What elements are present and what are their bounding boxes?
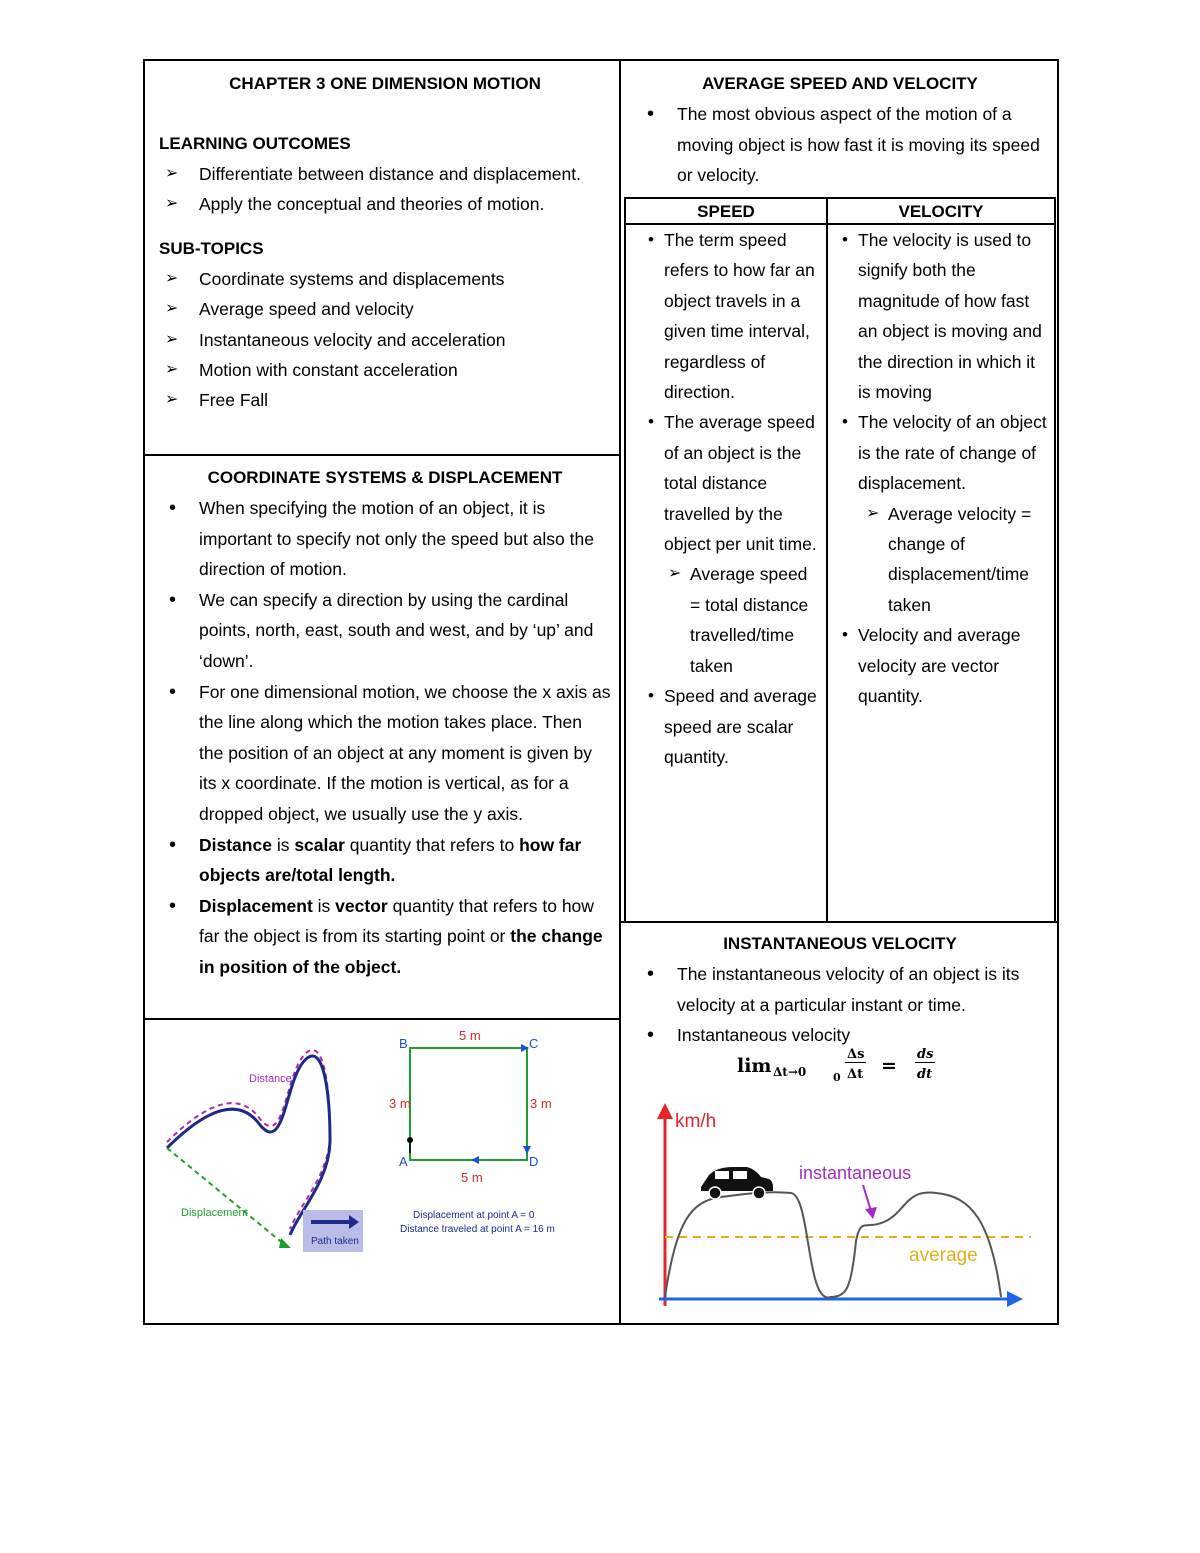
corner-label-c: C: [529, 1036, 539, 1051]
velocity-bullet: • The velocity of an object is the rate of change of displacement.: [842, 407, 1048, 498]
velocity-list-2: [838, 620, 1048, 711]
formula-lim: lim: [737, 1055, 772, 1077]
velocity-sublist: [866, 499, 1048, 621]
bold-term: vector: [335, 895, 388, 916]
formula-subscript: Δt→0: [773, 1065, 807, 1079]
formula-numerator-2: ds: [917, 1047, 934, 1062]
corner-label-a: A: [399, 1154, 408, 1169]
speed-column: [648, 225, 818, 772]
bold-term: how far objects are/total length.: [199, 834, 582, 886]
speed-header: SPEED: [626, 199, 826, 225]
displacement-line: [167, 1148, 285, 1245]
coordinate-list: [159, 493, 611, 983]
subtopic-item: ➢ Free Fall: [159, 385, 611, 415]
formula-denominator-2: dt: [917, 1067, 933, 1082]
displacement-label: Displacement: [181, 1207, 248, 1219]
square-arrow-bottom: [471, 1156, 479, 1164]
instantaneous-label: instantaneous: [799, 1163, 912, 1183]
path-taken-label: Path taken: [311, 1236, 359, 1247]
average-velocity-formula: ➢ Average velocity = change of displacement/time taken: [866, 499, 1048, 621]
learning-outcome-item: ➢ Differentiate between distance and displacement.: [159, 159, 611, 189]
speed-sublist: [668, 559, 818, 681]
speed-list: [648, 225, 818, 559]
coordinate-bullet: • For one dimensional motion, we choose the x axis as the line along which the motion takes place. Then the position of an object at any moment is given by its x coordinate. If the motion is vertical, as for a dropped object, we usually use the y axis.: [159, 677, 611, 830]
table-column-divider: [826, 199, 828, 921]
square-arrow-right: [523, 1146, 531, 1154]
average-speed-velocity-section: [621, 69, 1059, 921]
velocity-header: VELOCITY: [828, 199, 1054, 225]
side-label-right: 3 m: [530, 1096, 552, 1111]
coordinate-bullet: • When specifying the motion of an object, it is important to specify not only the speed but also the direction of motion.: [159, 493, 611, 585]
chapter-title: CHAPTER 3 ONE DIMENSION MOTION: [229, 74, 541, 93]
text-run: is: [271, 834, 295, 855]
square-path: [410, 1048, 527, 1160]
speed-list-2: [648, 681, 818, 772]
average-title: AVERAGE SPEED AND VELOCITY: [702, 74, 978, 93]
speed-velocity-table: [624, 197, 1056, 923]
formula-zero: 0: [833, 1071, 841, 1084]
side-label-top: 5 m: [459, 1028, 481, 1043]
coordinate-section: [159, 463, 611, 983]
velocity-bullet: • Velocity and average velocity are vector quantity.: [842, 620, 1048, 711]
velocity-bullet: • The velocity is used to signify both the magnitude of how fast an object is moving and the direction in which it is moving: [842, 225, 1048, 407]
walker-figure: [407, 1137, 413, 1143]
corner-label-b: B: [399, 1036, 408, 1051]
bold-term: Displacement: [199, 895, 313, 916]
average-intro: • The most obvious aspect of the motion of a moving object is how fast it is moving its speed or velocity.: [637, 99, 1059, 191]
coordinate-bullet: [159, 891, 611, 983]
velocity-list: [838, 225, 1048, 499]
displacement-arrowhead: [279, 1238, 291, 1248]
learning-outcomes-section: [159, 69, 611, 416]
average-intro-list: [637, 99, 1059, 191]
subtopics-heading: SUB-TOPICS: [159, 238, 264, 258]
learning-outcome-item: ➢ Apply the conceptual and theories of motion.: [159, 189, 611, 219]
speed-bullet: • The average speed of an object is the total distance travelled by the object per unit time.: [648, 407, 818, 559]
instantaneous-pointer: [863, 1185, 871, 1211]
subtopic-item: ➢ Instantaneous velocity and acceleration: [159, 325, 611, 355]
average-label: average: [909, 1245, 978, 1266]
text-run: quantity that refers to: [344, 834, 520, 855]
y-axis-arrowhead: [657, 1103, 673, 1119]
figure-svg: [145, 1020, 619, 1325]
text-run: is: [312, 895, 336, 916]
speed-bullet: • The term speed refers to how far an object travels in a given time interval, regardless of direction.: [648, 225, 818, 407]
divider-left-1: [145, 454, 619, 456]
velocity-column: [838, 225, 1048, 712]
square-caption-2: Distance traveled at point A = 16 m: [400, 1224, 555, 1235]
instantaneous-pointer-head: [865, 1207, 877, 1219]
subtopics-list: [159, 264, 611, 416]
bold-term: the change in position of the object.: [199, 926, 603, 977]
learning-outcomes-list: [159, 159, 611, 220]
side-label-left: 3 m: [389, 1096, 411, 1111]
x-axis-arrowhead: [1007, 1291, 1023, 1307]
bold-term: scalar: [294, 834, 345, 855]
distance-displacement-figure: [145, 1020, 619, 1325]
coordinate-bullet: [159, 830, 611, 891]
instantaneous-list: [637, 959, 1059, 1051]
instantaneous-velocity-section: [621, 929, 1059, 1325]
learning-outcomes-heading: LEARNING OUTCOMES: [159, 134, 351, 153]
distance-label: Distance: [249, 1073, 292, 1085]
instantaneous-title: INSTANTANEOUS VELOCITY: [723, 934, 957, 953]
side-label-bottom: 5 m: [461, 1170, 483, 1185]
instantaneous-bullet: • Instantaneous velocity: [637, 1020, 1059, 1051]
formula-denominator-1: Δt: [847, 1067, 864, 1082]
coordinate-title: COORDINATE SYSTEMS & DISPLACEMENT: [207, 468, 563, 487]
average-speed-formula: ➢ Average speed = total distance travelled/time taken: [668, 559, 818, 681]
square-caption-1: Displacement at point A = 0: [413, 1210, 535, 1221]
y-axis-label: km/h: [675, 1111, 717, 1132]
speed-time-graph: [651, 1101, 1031, 1313]
handout-sheet: [143, 59, 1059, 1325]
corner-label-d: D: [529, 1154, 539, 1169]
instantaneous-bullet: • The instantaneous velocity of an object is its velocity at a particular instant or time.: [637, 959, 1059, 1020]
formula-equals: =: [881, 1055, 897, 1077]
subtopic-item: ➢ Coordinate systems and displacements: [159, 264, 611, 294]
subtopic-item: ➢ Motion with constant acceleration: [159, 355, 611, 385]
bold-term: Distance: [199, 834, 272, 855]
formula-numerator-1: Δs: [847, 1047, 865, 1062]
coordinate-bullet: • We can specify a direction by using the cardinal points, north, east, south and west, and by ‘up’ and ‘down’.: [159, 585, 611, 677]
text-run: quantity that refers to how far the object is from its starting point or: [199, 895, 594, 947]
subtopic-item: ➢ Average speed and velocity: [159, 294, 611, 324]
speed-bullet: • Speed and average speed are scalar quantity.: [648, 681, 818, 772]
